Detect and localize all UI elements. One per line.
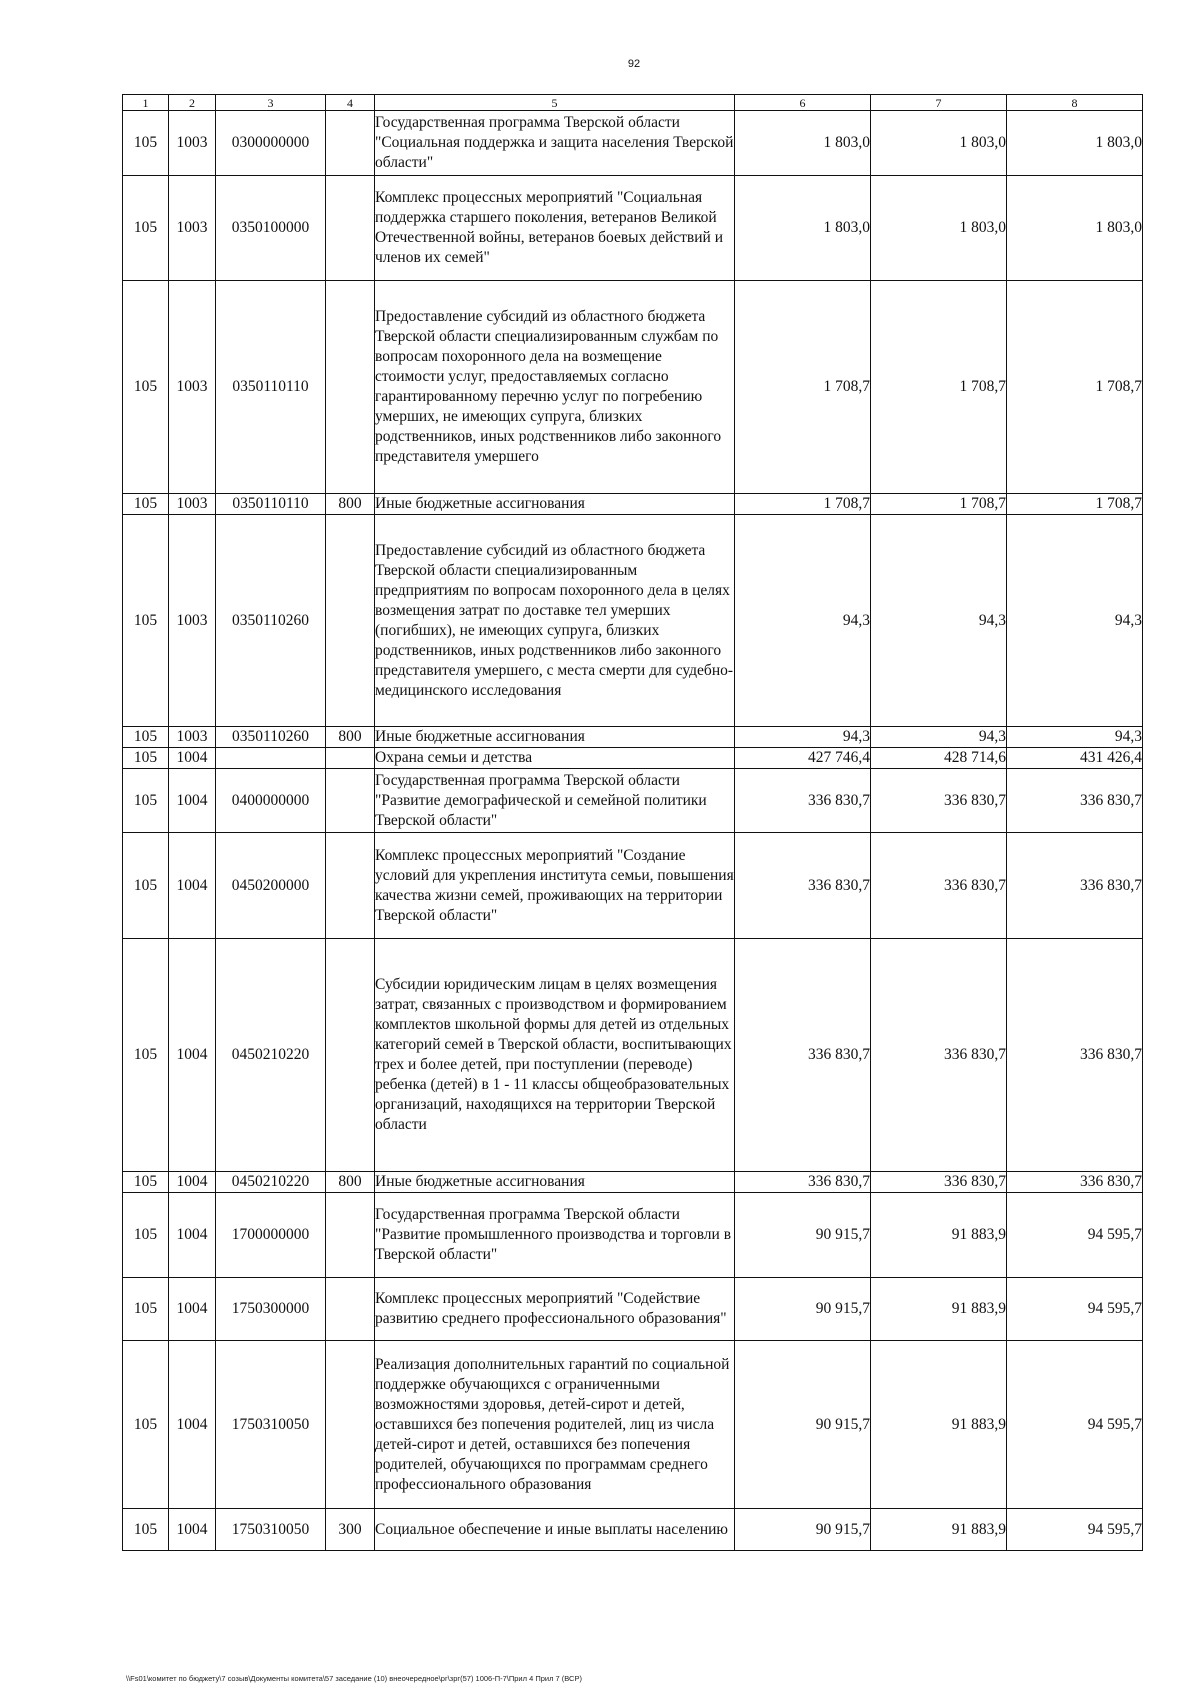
cell-amount-6: 427 746,4 <box>735 748 871 769</box>
cell-amount-6: 1 708,7 <box>735 494 871 515</box>
cell-expense-type: 300 <box>326 1509 375 1551</box>
cell-amount-6: 336 830,7 <box>735 769 871 833</box>
cell-amount-7: 91 883,9 <box>871 1278 1007 1341</box>
cell-amount-8: 1 708,7 <box>1007 281 1143 494</box>
cell-expense-type <box>326 769 375 833</box>
cell-amount-8: 94 595,7 <box>1007 1278 1143 1341</box>
cell-target: 0350100000 <box>216 176 326 281</box>
cell-admin: 105 <box>123 515 169 727</box>
cell-section: 1004 <box>169 1509 216 1551</box>
table-row <box>123 281 1143 494</box>
cell-amount-8: 1 708,7 <box>1007 494 1143 515</box>
cell-name: Реализация дополнительных гарантий по социальной поддержке обучающихся с ограниченными возможностями здоровья, детей-сирот и детей, оставшихся без попечения родителей, лиц из числа детей-сирот и детей, оставшихся без попечения родителей, обучающихся по программам среднего профессионального образования <box>375 1341 735 1509</box>
table-row <box>123 727 1143 748</box>
cell-admin: 105 <box>123 727 169 748</box>
cell-section: 1004 <box>169 748 216 769</box>
cell-expense-type: 800 <box>326 727 375 748</box>
cell-amount-7: 336 830,7 <box>871 833 1007 939</box>
cell-amount-6: 336 830,7 <box>735 833 871 939</box>
cell-amount-8: 94 595,7 <box>1007 1341 1143 1509</box>
cell-amount-6: 94,3 <box>735 515 871 727</box>
cell-admin: 105 <box>123 1341 169 1509</box>
cell-name: Субсидии юридическим лицам в целях возмещения затрат, связанных с производством и формированием комплектов школьной формы для детей из отдельных категорий семей в Тверской области, воспитывающих трех и более детей, при поступлении (переводе) ребенка (детей) в 1 - 11 классы общеобразовательных организаций, находящихся на территории Тверской области <box>375 939 735 1172</box>
cell-admin: 105 <box>123 748 169 769</box>
cell-admin: 105 <box>123 833 169 939</box>
cell-name: Иные бюджетные ассигнования <box>375 494 735 515</box>
cell-name: Иные бюджетные ассигнования <box>375 727 735 748</box>
cell-name: Государственная программа Тверской области "Развитие промышленного производства и торговли в Тверской области" <box>375 1193 735 1278</box>
cell-target: 0450200000 <box>216 833 326 939</box>
cell-name: Охрана семьи и детства <box>375 748 735 769</box>
cell-target: 1700000000 <box>216 1193 326 1278</box>
cell-section: 1003 <box>169 727 216 748</box>
cell-amount-6: 90 915,7 <box>735 1341 871 1509</box>
page-number: 92 <box>627 58 641 70</box>
cell-name: Государственная программа Тверской области "Социальная поддержка и защита населения Тверской области" <box>375 111 735 176</box>
cell-section: 1004 <box>169 1193 216 1278</box>
cell-target <box>216 748 326 769</box>
cell-admin: 105 <box>123 494 169 515</box>
header-col-3: 3 <box>216 95 326 111</box>
cell-amount-6: 336 830,7 <box>735 939 871 1172</box>
footer-file-path: \\Fs01\комитет по бюджету\7 созыв\Документы комитета\57 заседание (10) внеочередное\рг\зрг(57) 1006-П-7\Прил 4 Прил 7 (ВСР) <box>126 1674 582 1683</box>
cell-amount-8: 336 830,7 <box>1007 1172 1143 1193</box>
header-col-5: 5 <box>375 95 735 111</box>
cell-admin: 105 <box>123 176 169 281</box>
cell-amount-7: 336 830,7 <box>871 1172 1007 1193</box>
header-col-4: 4 <box>326 95 375 111</box>
table-row <box>123 176 1143 281</box>
table-row <box>123 1278 1143 1341</box>
cell-name: Иные бюджетные ассигнования <box>375 1172 735 1193</box>
cell-section: 1004 <box>169 769 216 833</box>
cell-section: 1004 <box>169 1172 216 1193</box>
cell-section: 1003 <box>169 111 216 176</box>
cell-admin: 105 <box>123 939 169 1172</box>
cell-expense-type: 800 <box>326 494 375 515</box>
cell-name: Социальное обеспечение и иные выплаты населению <box>375 1509 735 1551</box>
table-row <box>123 769 1143 833</box>
cell-amount-7: 1 708,7 <box>871 494 1007 515</box>
cell-admin: 105 <box>123 281 169 494</box>
cell-section: 1003 <box>169 176 216 281</box>
cell-amount-8: 336 830,7 <box>1007 833 1143 939</box>
cell-target: 0350110260 <box>216 727 326 748</box>
cell-target: 0400000000 <box>216 769 326 833</box>
cell-section: 1004 <box>169 833 216 939</box>
cell-amount-8: 431 426,4 <box>1007 748 1143 769</box>
cell-section: 1003 <box>169 515 216 727</box>
cell-expense-type <box>326 281 375 494</box>
cell-amount-6: 1 708,7 <box>735 281 871 494</box>
cell-amount-7: 91 883,9 <box>871 1193 1007 1278</box>
cell-amount-8: 94,3 <box>1007 515 1143 727</box>
cell-amount-8: 94,3 <box>1007 727 1143 748</box>
header-col-7: 7 <box>871 95 1007 111</box>
cell-expense-type <box>326 748 375 769</box>
cell-name: Предоставление субсидий из областного бюджета Тверской области специализированным службам по вопросам похоронного дела на возмещение стоимости услуг, предоставляемых согласно гарантированному перечню услуг по погребению умерших, не имеющих супруга, близких родственников, иных родственников либо законного представителя умершего <box>375 281 735 494</box>
cell-amount-7: 428 714,6 <box>871 748 1007 769</box>
header-col-2: 2 <box>169 95 216 111</box>
cell-admin: 105 <box>123 1278 169 1341</box>
cell-amount-8: 94 595,7 <box>1007 1509 1143 1551</box>
cell-amount-7: 336 830,7 <box>871 769 1007 833</box>
cell-target: 1750310050 <box>216 1341 326 1509</box>
cell-amount-7: 94,3 <box>871 515 1007 727</box>
table-row <box>123 111 1143 176</box>
cell-amount-7: 91 883,9 <box>871 1341 1007 1509</box>
cell-name: Комплекс процессных мероприятий "Создание условий для укрепления института семьи, повышения качества жизни семей, проживающих на территории Тверской области" <box>375 833 735 939</box>
cell-name: Комплекс процессных мероприятий "Содействие развитию среднего профессионального образования" <box>375 1278 735 1341</box>
cell-target: 0350110260 <box>216 515 326 727</box>
cell-admin: 105 <box>123 111 169 176</box>
table-row <box>123 1172 1143 1193</box>
table-row <box>123 1341 1143 1509</box>
cell-amount-7: 1 803,0 <box>871 176 1007 281</box>
cell-amount-7: 91 883,9 <box>871 1509 1007 1551</box>
cell-name: Государственная программа Тверской области "Развитие демографической и семейной политики Тверской области" <box>375 769 735 833</box>
cell-target: 1750300000 <box>216 1278 326 1341</box>
table-row <box>123 748 1143 769</box>
table-row <box>123 1193 1143 1278</box>
cell-expense-type <box>326 1278 375 1341</box>
cell-target: 0450210220 <box>216 1172 326 1193</box>
cell-target: 0350110110 <box>216 494 326 515</box>
cell-section: 1003 <box>169 494 216 515</box>
cell-section: 1004 <box>169 1341 216 1509</box>
cell-amount-6: 1 803,0 <box>735 176 871 281</box>
cell-amount-7: 94,3 <box>871 727 1007 748</box>
cell-expense-type <box>326 833 375 939</box>
cell-amount-6: 336 830,7 <box>735 1172 871 1193</box>
cell-name: Комплекс процессных мероприятий "Социальная поддержка старшего поколения, ветеранов Великой Отечественной войны, ветеранов боевых действий и членов их семей" <box>375 176 735 281</box>
header-col-8: 8 <box>1007 95 1143 111</box>
cell-admin: 105 <box>123 769 169 833</box>
cell-amount-7: 1 803,0 <box>871 111 1007 176</box>
header-col-6: 6 <box>735 95 871 111</box>
cell-expense-type <box>326 1193 375 1278</box>
cell-expense-type <box>326 939 375 1172</box>
cell-admin: 105 <box>123 1172 169 1193</box>
cell-amount-6: 94,3 <box>735 727 871 748</box>
cell-amount-6: 90 915,7 <box>735 1278 871 1341</box>
cell-amount-6: 1 803,0 <box>735 111 871 176</box>
header-row <box>123 95 1143 111</box>
cell-admin: 105 <box>123 1509 169 1551</box>
cell-amount-7: 1 708,7 <box>871 281 1007 494</box>
table-row <box>123 515 1143 727</box>
cell-amount-6: 90 915,7 <box>735 1509 871 1551</box>
cell-name: Предоставление субсидий из областного бюджета Тверской области специализированным предприятиям по вопросам похоронного дела в целях возмещения затрат по доставке тел умерших (погибших), не имеющих супруга, близких родственников, иных родственников либо законного представителя умершего, с места смерти для судебно-медицинского исследования <box>375 515 735 727</box>
cell-amount-8: 1 803,0 <box>1007 176 1143 281</box>
table-row <box>123 833 1143 939</box>
cell-amount-8: 1 803,0 <box>1007 111 1143 176</box>
cell-target: 1750310050 <box>216 1509 326 1551</box>
cell-expense-type <box>326 515 375 727</box>
cell-amount-8: 336 830,7 <box>1007 769 1143 833</box>
cell-expense-type <box>326 1341 375 1509</box>
cell-section: 1004 <box>169 1278 216 1341</box>
cell-target: 0300000000 <box>216 111 326 176</box>
cell-target: 0350110110 <box>216 281 326 494</box>
cell-section: 1004 <box>169 939 216 1172</box>
table-row <box>123 494 1143 515</box>
table-row <box>123 939 1143 1172</box>
cell-amount-7: 336 830,7 <box>871 939 1007 1172</box>
cell-expense-type: 800 <box>326 1172 375 1193</box>
cell-target: 0450210220 <box>216 939 326 1172</box>
cell-amount-8: 94 595,7 <box>1007 1193 1143 1278</box>
header-col-1: 1 <box>123 95 169 111</box>
cell-expense-type <box>326 176 375 281</box>
cell-expense-type <box>326 111 375 176</box>
cell-admin: 105 <box>123 1193 169 1278</box>
cell-amount-8: 336 830,7 <box>1007 939 1143 1172</box>
table-row <box>123 1509 1143 1551</box>
cell-amount-6: 90 915,7 <box>735 1193 871 1278</box>
cell-section: 1003 <box>169 281 216 494</box>
budget-table <box>122 94 1143 1551</box>
